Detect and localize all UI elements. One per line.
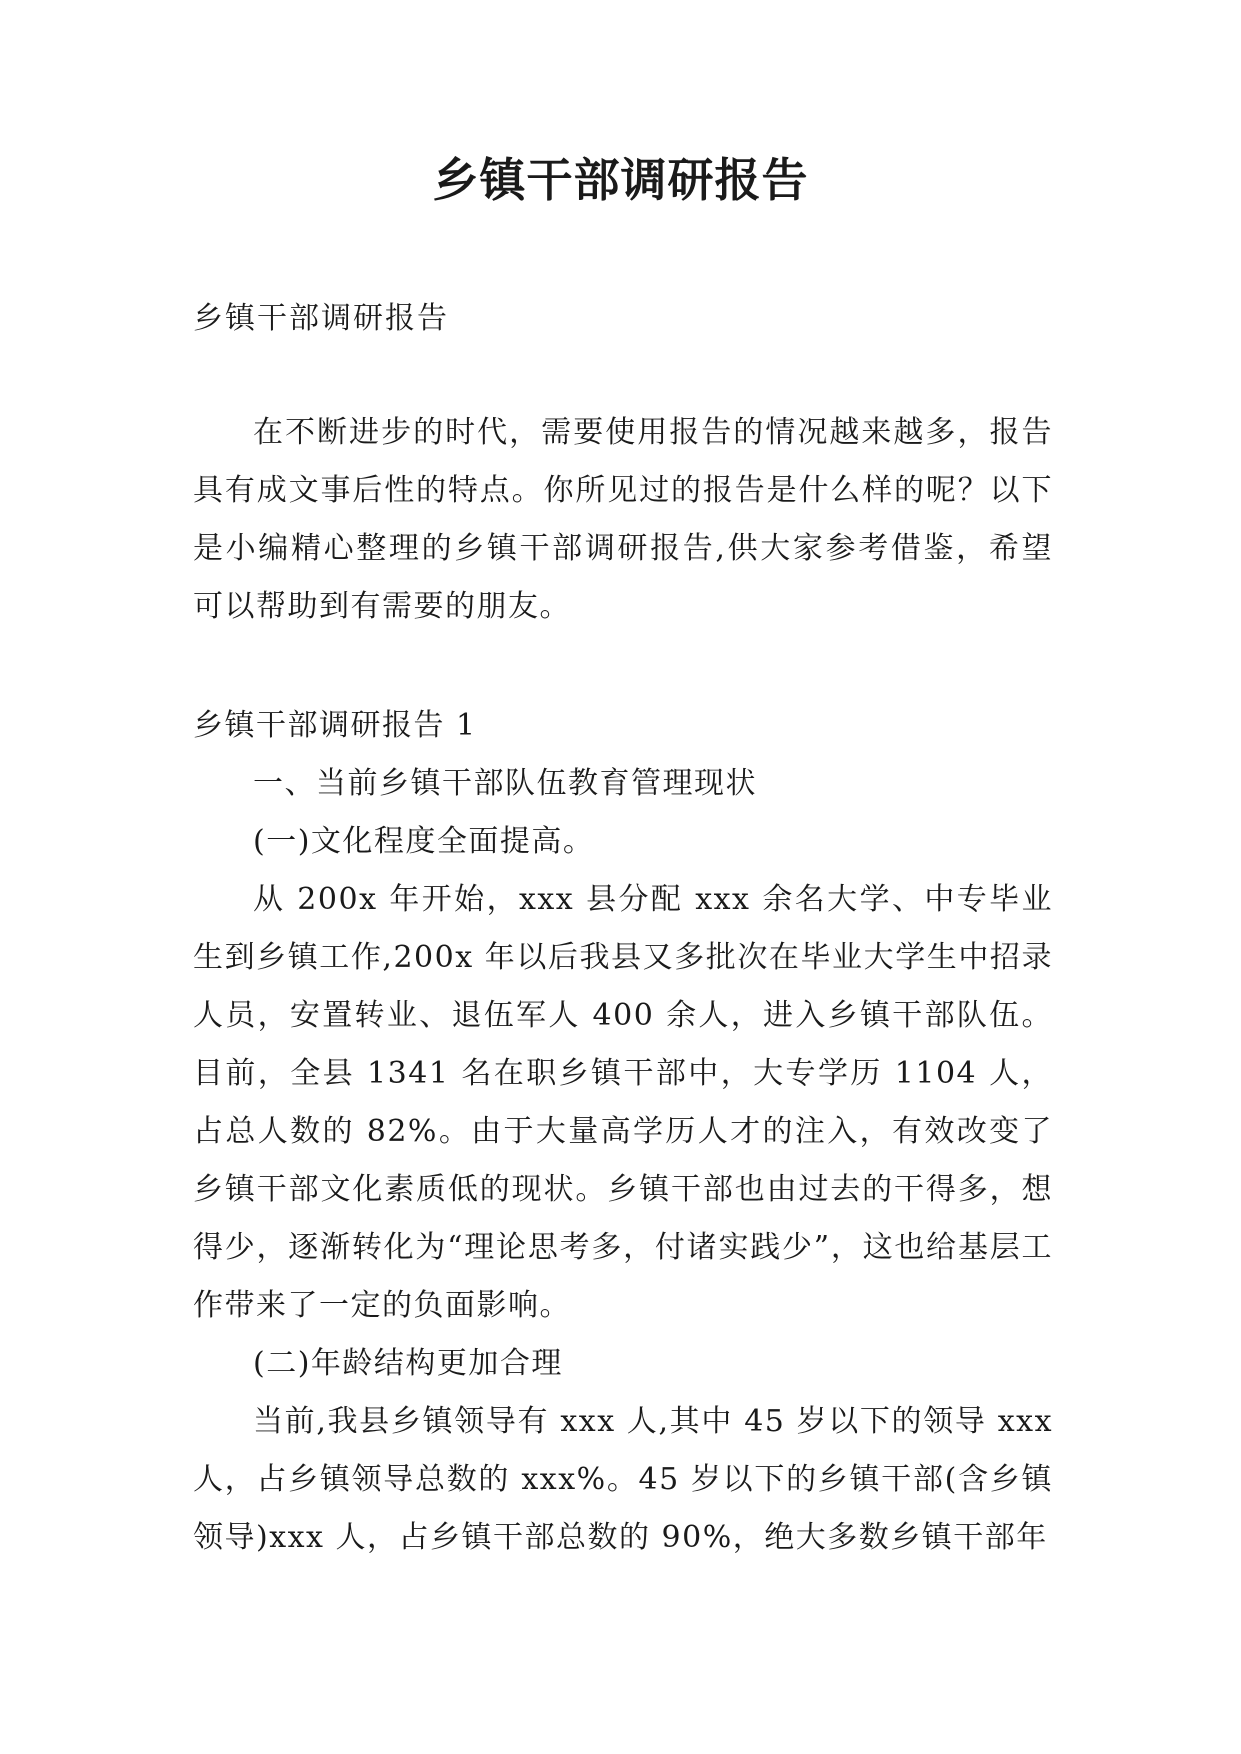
document-title: 乡镇干部调研报告 (432, 153, 809, 207)
subsection-1-paragraph: 从 200x 年开始，xxx 县分配 xxx 余名大学、中专毕业生到乡镇工作,200x 年以后我县又多批次在毕业大学生中招录人员，安置转业、退伍军人 400 余人，进入乡镇干部队伍。目前，全县 1341 名在职乡镇干部中，大专学历 1104 人，占总人数的 82%。由于大量高学历人才的注入，有效改变了乡镇干部文化素质低的现状。乡镇干部也由过去的干得多，想得少，逐渐转化为“理论思考多，付诸实践少”，这也给基层工作带来了一定的负面影响。 (193, 882, 1053, 1323)
intro-block (193, 404, 1053, 636)
intro-paragraph: 在不断进步的时代，需要使用报告的情况越来越多，报告具有成文事后性的特点。你所见过的报告是什么样的呢？以下是小编精心整理的乡镇干部调研报告,供大家参考借鉴，希望可以帮助到有需要的朋友。 (193, 415, 1053, 624)
section-heading: 乡镇干部调研报告 1 (193, 708, 477, 743)
document-subtitle: 乡镇干部调研报告 (193, 301, 449, 336)
subsection-2-heading: (二)年龄结构更加合理 (253, 1346, 563, 1381)
subsection-2-paragraph: 当前,我县乡镇领导有 xxx 人,其中 45 岁以下的领导 xxx 人，占乡镇领导总数的 xxx%。45 岁以下的乡镇干部(含乡镇领导)xxx 人，占乡镇干部总数的 90%，绝大多数乡镇干部年 (193, 1404, 1053, 1555)
section-1 (193, 697, 1053, 1567)
subsection-1-heading: (一)文化程度全面提高。 (253, 824, 595, 859)
part-heading: 一、当前乡镇干部队伍教育管理现状 (253, 766, 757, 801)
